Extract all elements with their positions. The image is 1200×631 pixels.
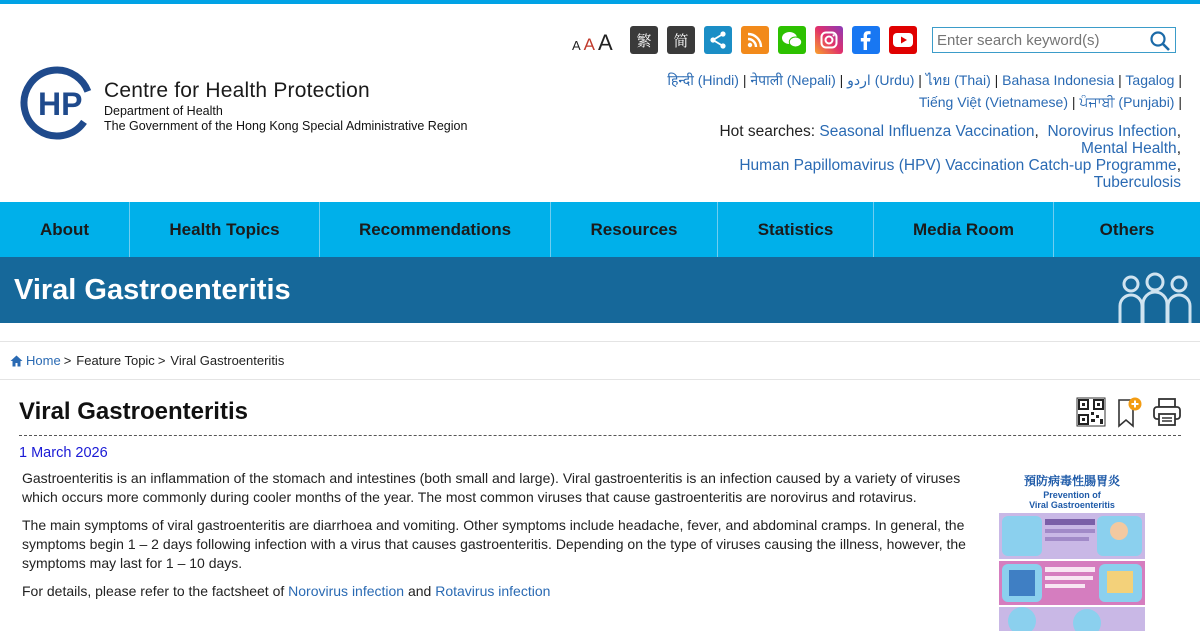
search-input[interactable] <box>933 28 1143 52</box>
hot-searches: Hot searches: Seasonal Influenza Vaccination, Norovirus Infection, Mental Health, Human Papillomavirus (HPV) Vaccination Catch-up Programme, Tuberculosis <box>719 123 1181 191</box>
banner-title: Viral Gastroenteritis <box>14 274 291 306</box>
breadcrumb <box>0 341 1200 380</box>
lang-thai-link[interactable]: ไทย (Thai) <box>925 72 991 88</box>
details-prefix: For details, please refer to the factsheet of <box>22 583 285 599</box>
hot-search-link-norovirus[interactable]: Norovirus Infection <box>1047 123 1177 140</box>
instagram-icon[interactable] <box>815 26 843 54</box>
organisation-name-block <box>104 78 467 134</box>
title-divider <box>19 435 1181 436</box>
bookmark-add-icon[interactable] <box>1116 396 1142 428</box>
font-size-controls <box>572 30 613 56</box>
poster-illustration <box>997 471 1147 631</box>
department-name: Department of Health <box>104 104 223 118</box>
breadcrumb-separator: > <box>63 353 72 368</box>
font-size-medium-button[interactable]: A <box>583 35 596 54</box>
breadcrumb-separator: > <box>157 353 166 368</box>
article-body <box>22 469 992 610</box>
nav-statistics[interactable]: Statistics <box>718 202 874 257</box>
share-icon[interactable] <box>704 26 732 54</box>
rotavirus-factsheet-link[interactable]: Rotavirus infection <box>435 583 551 599</box>
nav-resources[interactable]: Resources <box>551 202 718 257</box>
traditional-chinese-button[interactable]: 繁 <box>630 26 658 54</box>
poster-title-en2: Viral Gastroenteritis <box>1029 500 1115 510</box>
facebook-icon[interactable] <box>852 26 880 54</box>
lang-vietnamese-link[interactable]: Tiếng Việt (Vietnamese) <box>918 94 1068 110</box>
header-icon-bar <box>630 26 917 54</box>
wechat-icon[interactable] <box>778 26 806 54</box>
lang-nepali-link[interactable]: नेपाली (Nepali) <box>750 72 836 88</box>
nav-media-room[interactable]: Media Room <box>874 202 1054 257</box>
people-icon <box>1118 271 1192 323</box>
qr-code-icon[interactable] <box>1076 397 1106 427</box>
page-title: Viral Gastroenteritis <box>19 398 248 425</box>
article-paragraph: Gastroenteritis is an inflammation of the stomach and intestines (both small and large). Viral gastroenteritis is an infection caused by a variety of viruses which occurs more commonly during cooler months of the year. The most common viruses that cause gastroenteritis are norovirus and rotavirus. <box>22 470 961 505</box>
font-size-large-button[interactable]: A <box>598 30 613 55</box>
hot-searches-label: Hot searches: <box>719 123 816 140</box>
rss-icon[interactable] <box>741 26 769 54</box>
publish-date: 1 March 2026 <box>19 445 108 461</box>
home-icon[interactable] <box>10 355 23 367</box>
youtube-icon[interactable] <box>889 26 917 54</box>
government-name: The Government of the Hong Kong Special Administrative Region <box>104 119 468 133</box>
article-paragraph-details <box>22 582 992 601</box>
breadcrumb-home-link[interactable]: Home <box>26 353 61 368</box>
language-links: हिन्दी (Hindi) | नेपाली (Nepali) | اردو (Urdu) | ไทย (Thai) | Bahasa Indonesia | Tagalog | Tiếng Việt (Vietnamese) | ਪੰਜਾਬੀ (Punjabi) | <box>667 72 1182 110</box>
poster-title-en1: Prevention of <box>1043 490 1101 500</box>
hot-search-link-tuberculosis[interactable]: Tuberculosis <box>1093 174 1181 191</box>
nav-recommendations[interactable]: Recommendations <box>320 202 551 257</box>
print-icon[interactable] <box>1152 397 1182 427</box>
hot-search-link-mental-health[interactable]: Mental Health <box>1081 140 1177 157</box>
lang-punjabi-link[interactable]: ਪੰਜਾਬੀ (Punjabi) <box>1079 94 1175 110</box>
hot-search-link-influenza[interactable]: Seasonal Influenza Vaccination <box>819 123 1035 140</box>
lang-tagalog-link[interactable]: Tagalog <box>1125 72 1175 88</box>
prevention-poster-image[interactable] <box>997 471 1147 631</box>
top-accent-line <box>0 0 1200 4</box>
norovirus-factsheet-link[interactable]: Norovirus infection <box>288 583 405 599</box>
poster-title-zh: 預防病毒性腸胃炎 <box>1023 474 1121 488</box>
search-box <box>932 27 1176 53</box>
details-and: and <box>407 583 432 599</box>
page-tools <box>1076 396 1182 428</box>
lang-indonesian-link[interactable]: Bahasa Indonesia <box>1002 72 1115 88</box>
simplified-chinese-button[interactable]: 简 <box>667 26 695 54</box>
hot-search-link-hpv[interactable]: Human Papillomavirus (HPV) Vaccination Catch-up Programme <box>739 157 1177 174</box>
chp-logo[interactable] <box>20 66 94 140</box>
main-navigation <box>0 202 1200 257</box>
nav-others[interactable]: Others <box>1099 219 1155 239</box>
nav-about[interactable]: About <box>0 202 130 257</box>
nav-health-topics[interactable]: Health Topics <box>130 202 320 257</box>
breadcrumb-current: Viral Gastroenteritis <box>170 353 285 368</box>
page-banner <box>0 257 1200 323</box>
breadcrumb-feature-topic: Feature Topic <box>76 353 155 368</box>
article-paragraph: The main symptoms of viral gastroenteritis are diarrhoea and vomiting. Other symptoms include headache, fever, and abdominal cramps. In general, the symptoms begin 1 – 2 days following infection with a virus that causes gastroenteritis. Depending on the type of viruses causing the illness, however, the symptoms may last for 1 – 10 days. <box>22 517 966 571</box>
search-icon[interactable] <box>1149 30 1171 52</box>
lang-urdu-link[interactable]: اردو (Urdu) <box>847 72 915 88</box>
org-name: Centre for Health Protection <box>104 79 370 102</box>
font-size-small-button[interactable]: A <box>572 38 581 53</box>
svg-text:HP: HP <box>38 86 83 122</box>
lang-hindi-link[interactable]: हिन्दी (Hindi) <box>667 72 739 88</box>
